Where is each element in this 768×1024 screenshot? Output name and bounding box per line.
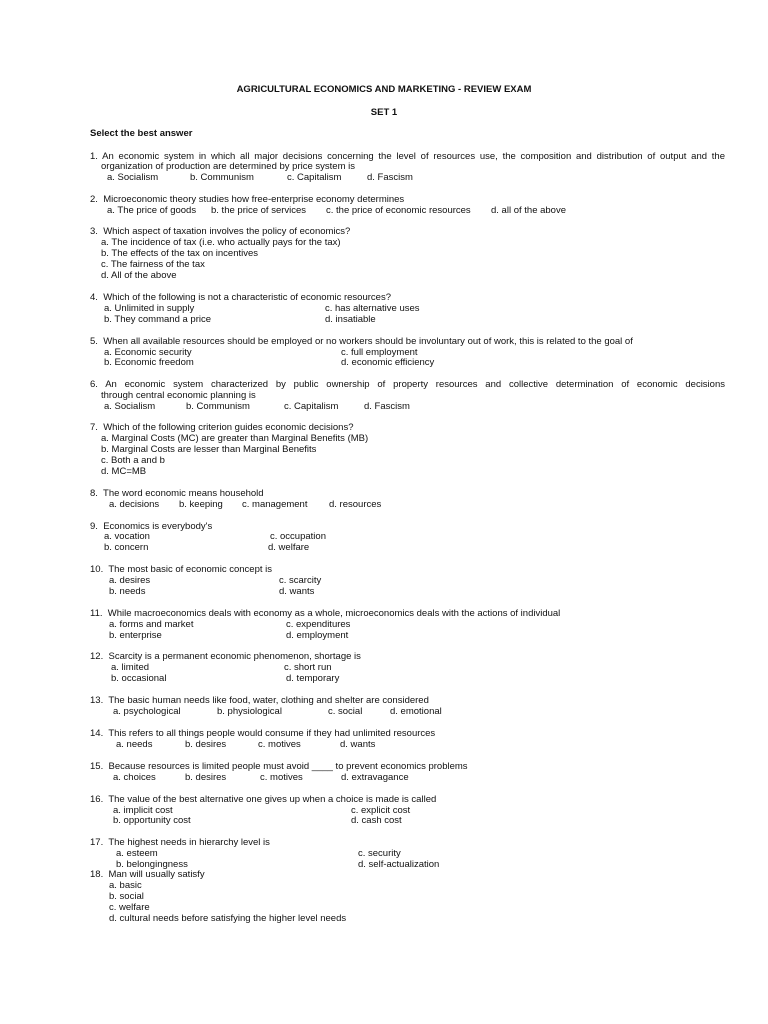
q4-choice-a: a. Unlimited in supply [104, 303, 195, 314]
q3-stem: 3. Which aspect of taxation involves the policy of economics? [90, 226, 351, 237]
q2-stem: 2. Microeconomic theory studies how free-enterprise economy determines [90, 194, 405, 205]
q14-choice-a: a. needs [116, 739, 153, 750]
q3-choice-b: b. The effects of the tax on incentives [101, 248, 259, 259]
q16-choice-c: c. explicit cost [351, 805, 411, 816]
q7-choice-d: d. MC=MB [101, 466, 147, 477]
q2-choice-b: b. the price of services [211, 205, 307, 216]
q2-choice-a: a. The price of goods [107, 205, 197, 216]
q15-choice-c: c. motives [260, 772, 303, 783]
q11-stem: 11. While macroeconomics deals with economy as a whole, microeconomics deals with the actions of individual [90, 608, 561, 619]
q14-stem: 14. This refers to all things people would consume if they had unlimited resources [90, 728, 436, 739]
q1-choice-c: c. Capitalism [287, 172, 342, 183]
q6-choice-c: c. Capitalism [284, 401, 339, 412]
q5-choice-b: b. Economic freedom [104, 357, 194, 368]
q16-stem: 16. The value of the best alternative one gives up when a choice is made is called [90, 794, 437, 805]
q10-choice-c: c. scarcity [279, 575, 322, 586]
q9-choice-a: a. vocation [104, 531, 150, 542]
q2-choice-c: c. the price of economic resources [326, 205, 471, 216]
q9-choice-c: c. occupation [270, 531, 326, 542]
q14-choice-c: c. motives [258, 739, 301, 750]
q17-choice-c: c. security [358, 848, 401, 859]
q12-stem: 12. Scarcity is a permanent economic phenomenon, shortage is [90, 651, 361, 662]
q6-choice-b: b. Communism [186, 401, 250, 412]
q8-choice-a: a. decisions [109, 499, 160, 510]
q1-choice-d: d. Fascism [367, 172, 413, 183]
q5-choice-c: c. full employment [341, 347, 418, 358]
q18-choice-d: d. cultural needs before satisfying the higher level needs [109, 913, 347, 924]
q6-choice-d: d. Fascism [364, 401, 410, 412]
q11-choice-b: b. enterprise [109, 630, 162, 641]
q17-choice-d: d. self-actualization [358, 859, 440, 870]
q7-stem: 7. Which of the following criterion guides economic decisions? [90, 422, 354, 433]
q2-choice-d: d. all of the above [491, 205, 566, 216]
q5-stem: 5. When all available resources should be employed or no workers should be involuntary out of work, this is related to the goal of [90, 336, 633, 347]
q15-choice-b: b. desires [185, 772, 227, 783]
q9-choice-b: b. concern [104, 542, 149, 553]
q1-choice-a: a. Socialism [107, 172, 159, 183]
q6-stem-line2: through central economic planning is [101, 390, 256, 401]
q11-choice-d: d. employment [286, 630, 349, 641]
q13-choice-d: d. emotional [390, 706, 442, 717]
q17-choice-a: a. esteem [116, 848, 158, 859]
q18-choice-c: c. welfare [109, 902, 150, 913]
q1-stem-line2: organization of production are determined by price system is [101, 161, 355, 172]
q12-choice-d: d. temporary [286, 673, 340, 684]
exam-title: AGRICULTURAL ECONOMICS AND MARKETING - REVIEW EXAM [236, 84, 532, 95]
q15-choice-a: a. choices [113, 772, 156, 783]
q8-stem: 8. The word economic means household [90, 488, 264, 499]
q7-choice-a: a. Marginal Costs (MC) are greater than Marginal Benefits (MB) [101, 433, 369, 444]
q10-stem: 10. The most basic of economic concept is [90, 564, 272, 575]
q3-choice-c: c. The fairness of the tax [101, 259, 205, 270]
q4-choice-b: b. They command a price [104, 314, 212, 325]
q7-choice-c: c. Both a and b [101, 455, 165, 466]
q16-choice-a: a. implicit cost [113, 805, 173, 816]
q10-choice-b: b. needs [109, 586, 146, 597]
q10-choice-a: a. desires [109, 575, 151, 586]
q15-choice-d: d. extravagance [341, 772, 409, 783]
q6-choice-a: a. Socialism [104, 401, 156, 412]
q5-choice-d: d. economic efficiency [341, 357, 435, 368]
instruction: Select the best answer [90, 128, 193, 139]
q8-choice-b: b. keeping [179, 499, 223, 510]
q18-choice-a: a. basic [109, 880, 142, 891]
q4-stem: 4. Which of the following is not a characteristic of economic resources? [90, 292, 391, 303]
q17-choice-b: b. belongingness [116, 859, 188, 870]
q9-stem: 9. Economics is everybody's [90, 521, 213, 532]
q5-choice-a: a. Economic security [104, 347, 192, 358]
set-label: SET 1 [370, 107, 398, 118]
q14-choice-d: d. wants [340, 739, 376, 750]
q3-choice-a: a. The incidence of tax (i.e. who actually pays for the tax) [101, 237, 341, 248]
q9-choice-d: d. welfare [268, 542, 310, 553]
q11-choice-c: c. expenditures [286, 619, 351, 630]
q14-choice-b: b. desires [185, 739, 227, 750]
q13-choice-a: a. psychological [113, 706, 181, 717]
q6-stem-line1: 6. An economic system characterized by public ownership of property resources and collective determination of economic decisions [90, 379, 725, 390]
q13-choice-c: c. social [328, 706, 363, 717]
q8-choice-d: d. resources [329, 499, 382, 510]
q17-stem: 17. The highest needs in hierarchy level is [90, 837, 270, 848]
q1-choice-b: b. Communism [190, 172, 254, 183]
q8-choice-c: c. management [242, 499, 308, 510]
q7-choice-b: b. Marginal Costs are lesser than Marginal Benefits [101, 444, 317, 455]
q3-choice-d: d. All of the above [101, 270, 177, 281]
q11-choice-a: a. forms and market [109, 619, 194, 630]
q15-stem: 15. Because resources is limited people must avoid ____ to prevent economics problems [90, 761, 468, 772]
q4-choice-c: c. has alternative uses [325, 303, 420, 314]
q1-stem-line1: 1. An economic system in which all major decisions concerning the level of resources use, the composition and distribution of output and the [90, 151, 725, 162]
q12-choice-a: a. limited [111, 662, 150, 673]
q13-stem: 13. The basic human needs like food, water, clothing and shelter are considered [90, 695, 429, 706]
q4-choice-d: d. insatiable [325, 314, 376, 325]
q16-choice-d: d. cash cost [351, 815, 402, 826]
q10-choice-d: d. wants [279, 586, 315, 597]
q12-choice-c: c. short run [284, 662, 332, 673]
q18-stem: 18. Man will usually satisfy [90, 869, 205, 880]
q16-choice-b: b. opportunity cost [113, 815, 191, 826]
q18-choice-b: b. social [109, 891, 144, 902]
q12-choice-b: b. occasional [111, 673, 167, 684]
q13-choice-b: b. physiological [217, 706, 282, 717]
